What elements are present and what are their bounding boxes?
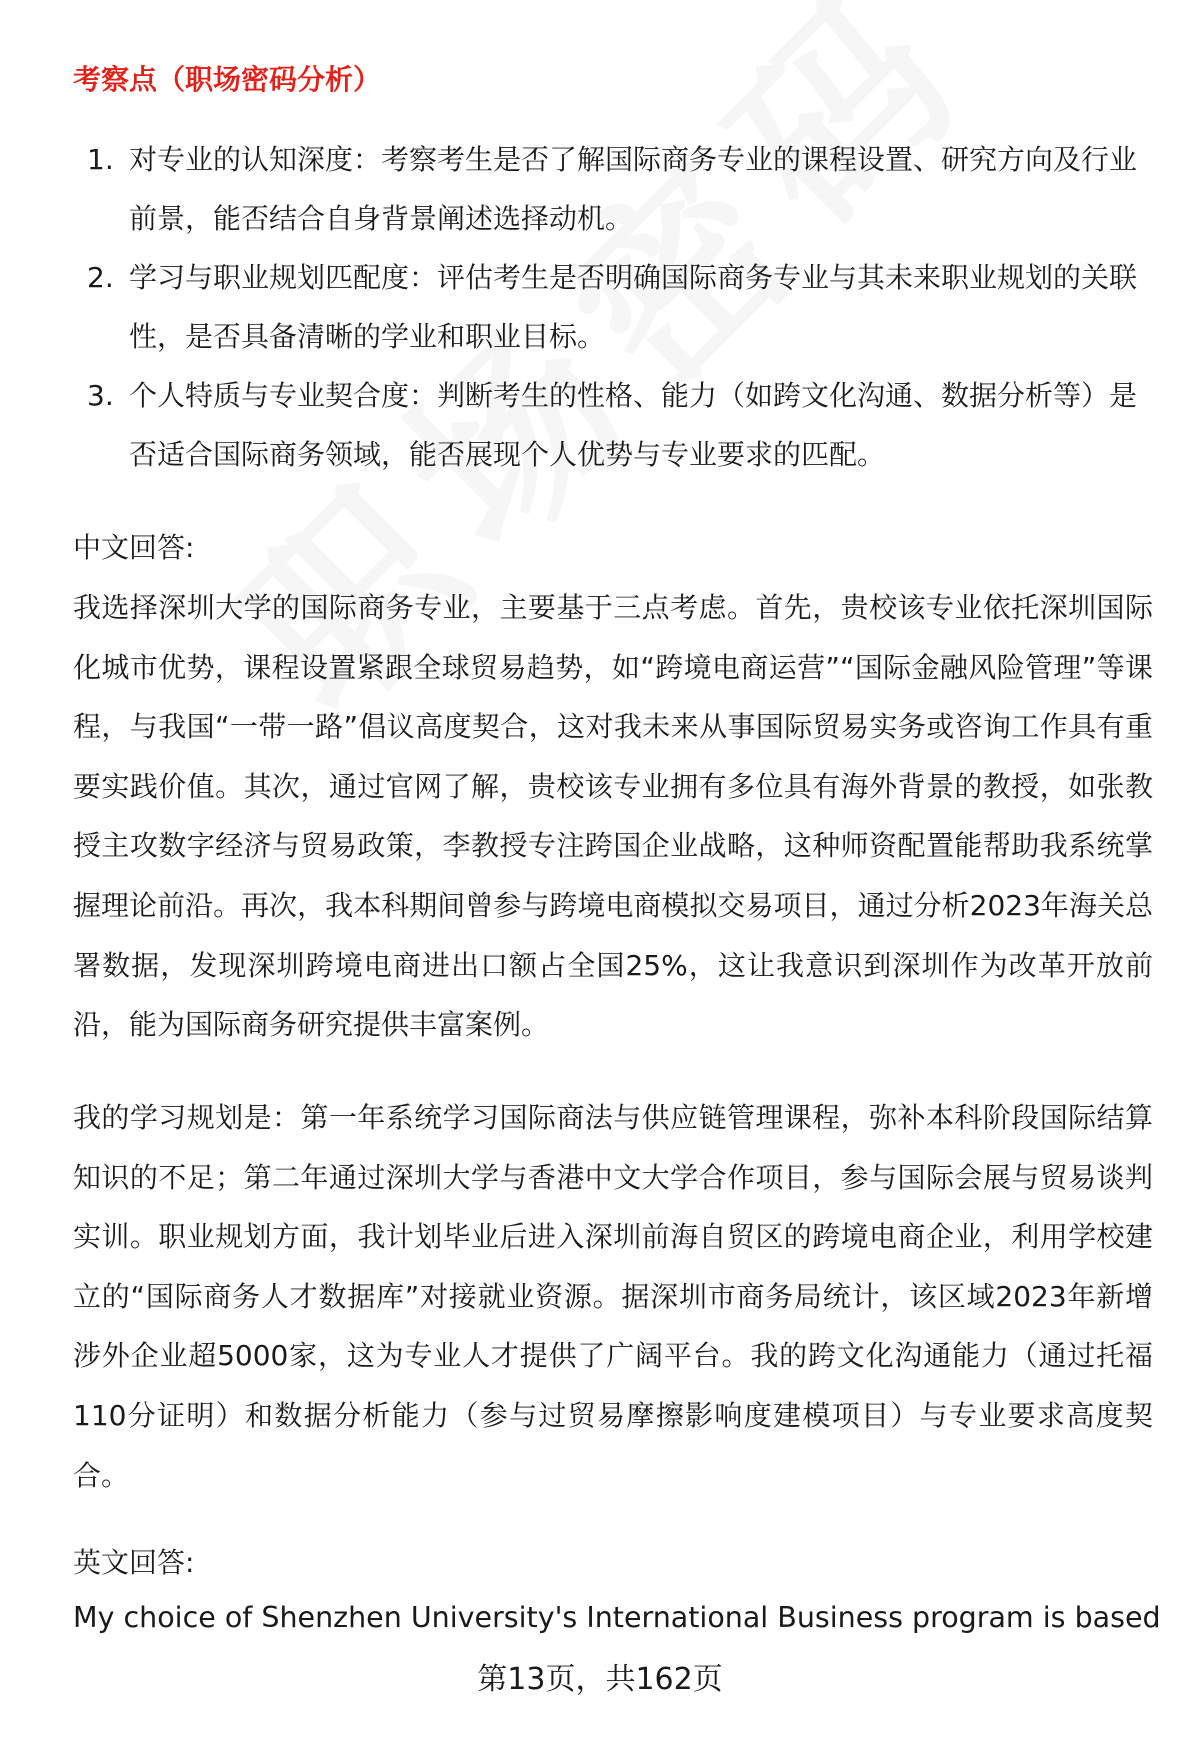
chinese-answer-paragraph: 我的学习规划是：第一年系统学习国际商法与供应链管理课程，弥补本科阶段国际结算知识的不足；第二年通过深圳大学与香港中文大学合作项目，参与国际会展与贸易谈判实训。职业规划方面，我计划毕业后进入深圳前海自贸区的跨境电商企业，利用学校建立的“国际商务人才数据库”对接就业资源。据深圳市商务局统计，该区域2023年新增涉外企业超5000家，这为专业人才提供了广阔平台。我的跨文化沟通能力（通过托福110分证明）和数据分析能力（参与过贸易摩擦影响度建模项目）与专业要求高度契合。 xyxy=(73,1101,1153,1492)
list-item xyxy=(73,248,1153,366)
chinese-answer-paragraph: 我选择深圳大学的国际商务专业，主要基于三点考虑。首先，贵校该专业依托深圳国际化城市优势，课程设置紧跟全球贸易趋势，如“跨境电商运营”“国际金融风险管理”等课程，与我国“一带一路”倡议高度契合，这对我未来从事国际贸易实务或咨询工作具有重要实践价值。其次，通过官网了解，贵校该专业拥有多位具有海外背景的教授，如张教授主攻数字经济与贸易政策，李教授专注跨国企业战略，这种师资配置能帮助我系统掌握理论前沿。再次，我本科期间曾参与跨境电商模拟交易项目，通过分析2023年海关总署数据，发现深圳跨境电商进出口额占全国25%，这让我意识到深圳作为改革开放前沿，能为国际商务研究提供丰富案例。 xyxy=(73,591,1153,1042)
section-heading: 考察点（职场密码分析） xyxy=(73,63,382,96)
english-answer-label: 英文回答: xyxy=(73,1546,195,1579)
list-number: 1. xyxy=(87,143,114,176)
list-number: 3. xyxy=(87,379,114,412)
chinese-answer-label: 中文回答: xyxy=(73,531,195,564)
list-number: 2. xyxy=(87,261,114,294)
list-item-text: 学习与职业规划匹配度：评估考生是否明确国际商务专业与其未来职业规划的关联性，是否具备清晰的学业和职业目标。 xyxy=(129,261,1138,353)
assessment-points-list xyxy=(73,130,1153,484)
list-item-text: 个人特质与专业契合度：判断考生的性格、能力（如跨文化沟通、数据分析等）是否适合国际商务领域，能否展现个人优势与专业要求的匹配。 xyxy=(129,379,1138,471)
english-answer-text: My choice of Shenzhen University's International Business program is based xyxy=(73,1601,1161,1634)
list-item xyxy=(73,366,1153,484)
list-item-text: 对专业的认知深度：考察考生是否了解国际商务专业的课程设置、研究方向及行业前景，能否结合自身背景阐述选择动机。 xyxy=(129,143,1138,235)
list-item xyxy=(73,130,1153,248)
page-footer: 第13页，共162页 xyxy=(477,1662,723,1697)
